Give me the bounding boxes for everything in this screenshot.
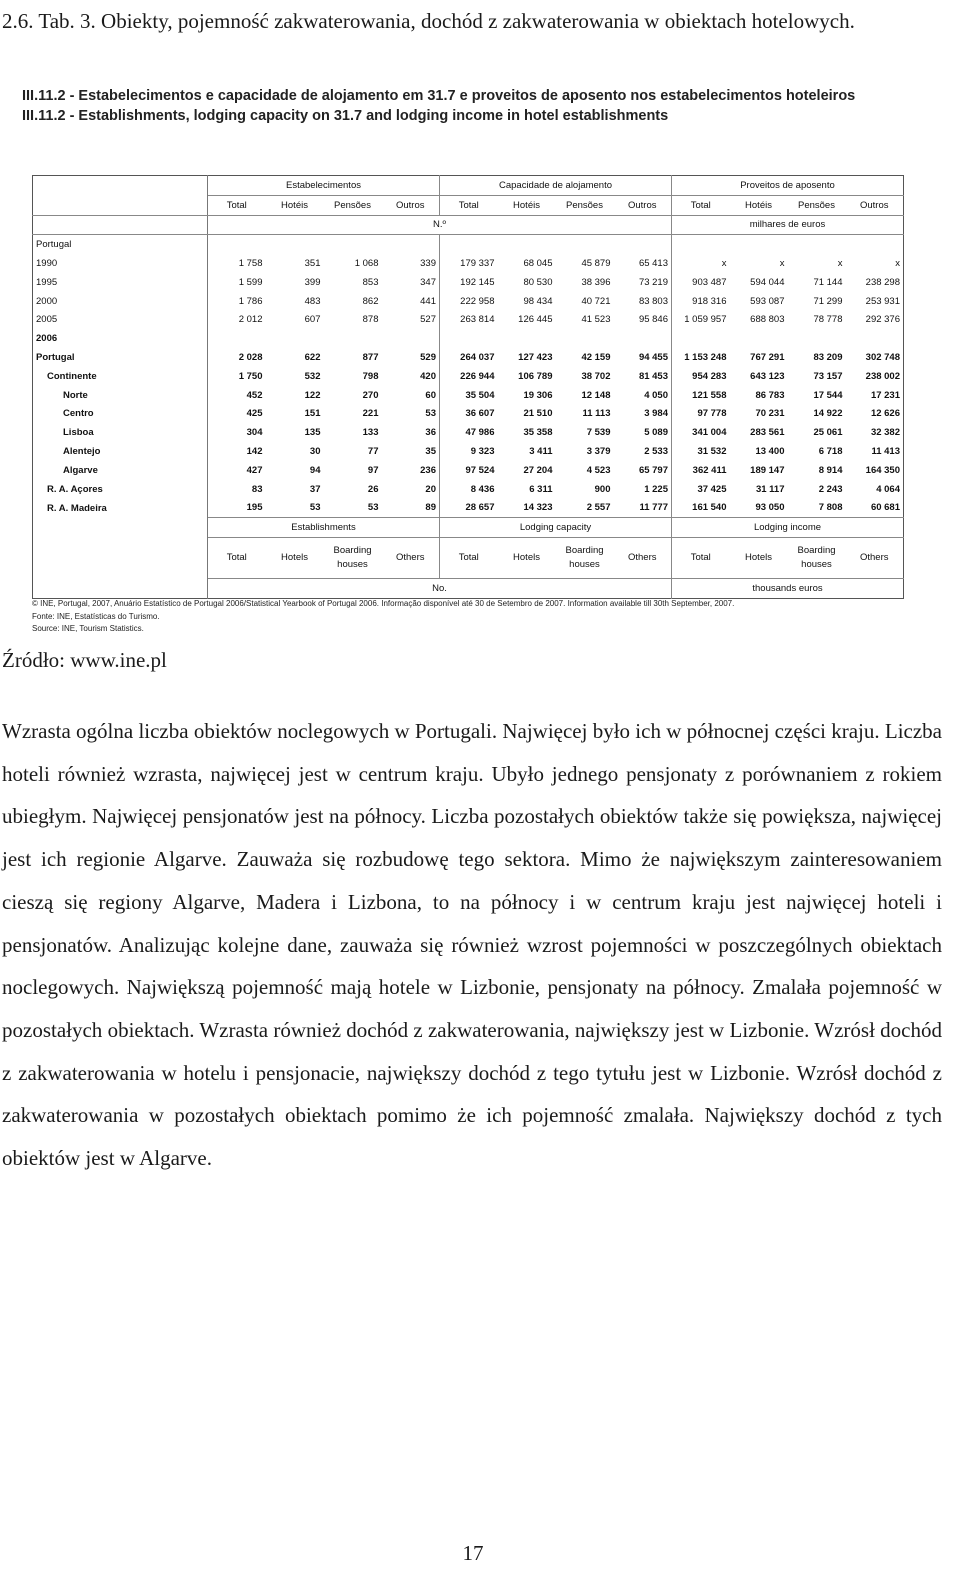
row-label: Norte	[33, 386, 208, 405]
row-label: Centro	[33, 405, 208, 424]
table-cell	[846, 235, 904, 254]
table-cell: 192 145	[440, 273, 498, 292]
unit-count: N.º	[208, 215, 672, 235]
table-cell: 3 984	[644, 408, 668, 420]
table-cell: 106 789	[518, 370, 553, 382]
table-cell: 238 002	[865, 370, 900, 382]
statistics-table	[32, 175, 904, 599]
table-cell: 83	[208, 480, 266, 499]
table-cell: 594 044	[750, 276, 785, 288]
table-cell: 14 922	[813, 408, 843, 420]
table-cell: 36 607	[440, 405, 498, 424]
table-cell: 68 045	[523, 258, 553, 270]
row-label: 2000	[33, 292, 208, 311]
table-cell: 4 050	[644, 389, 668, 401]
table-cell: 1 153 248	[672, 348, 730, 367]
table-row	[33, 311, 904, 330]
table-cell: 767 291	[750, 352, 785, 364]
row-label: Lisboa	[33, 423, 208, 442]
table-cell: 304	[208, 423, 266, 442]
table-cell: 89	[425, 502, 436, 514]
table-cell: 35	[425, 446, 436, 458]
table-cell: 35 504	[440, 386, 498, 405]
table-cell	[730, 329, 788, 348]
row-label: R. A. Açores	[33, 480, 208, 499]
table-cell: 12 626	[870, 408, 900, 420]
table-cell	[672, 329, 730, 348]
table-cell: 11 777	[639, 502, 668, 514]
table-cell: 60	[425, 389, 436, 401]
unit-money: milhares de euros	[672, 215, 904, 235]
table-cell: 8 914	[818, 464, 843, 476]
footer-subcol: Boarding houses	[324, 538, 382, 579]
table-cell	[614, 329, 672, 348]
header-group-row	[33, 176, 904, 196]
table-cell: 1 068	[354, 258, 379, 270]
table-caption: 2.6. Tab. 3. Obiekty, pojemność zakwaterowania, dochód z zakwaterowania w obiektach hotelowych.	[2, 9, 855, 33]
table-cell	[730, 235, 788, 254]
footnote-copyright: © INE, Portugal, 2007, Anuário Estatístico de Portugal 2006/Statistical Yearbook of Portugal 2006. Informação disponível até 30 de Setembro de 2007. Information available till 30th September, 2007.	[32, 599, 735, 608]
table-cell: 1 786	[208, 292, 266, 311]
table-cell: 122	[304, 389, 321, 401]
header-blank	[33, 195, 208, 215]
table-cell: 28 657	[440, 499, 498, 518]
footer-group: Establishments	[208, 518, 440, 538]
table-cell: 93 050	[755, 502, 785, 514]
table-cell: 17 231	[870, 389, 900, 401]
table-cell: 1 225	[644, 483, 668, 495]
table-cell: 532	[304, 370, 321, 382]
table-cell: 81 453	[638, 370, 668, 382]
table-cell: 351	[304, 258, 321, 270]
table-cell: 73 219	[638, 276, 668, 288]
table-row	[33, 423, 904, 442]
table-cell: 21 510	[523, 408, 553, 420]
header-subcol: Pensões	[788, 195, 846, 215]
footer-sub-row	[33, 538, 904, 579]
table-cell: 900	[594, 483, 611, 495]
footer-subcol: Boarding houses	[556, 538, 614, 579]
row-label: Continente	[33, 367, 208, 386]
table-cell: 127 423	[518, 352, 553, 364]
header-blank	[33, 215, 208, 235]
table-cell: 27 204	[523, 464, 553, 476]
table-cell: 121 558	[672, 386, 730, 405]
table-cell: 918 316	[672, 292, 730, 311]
table-cell	[208, 329, 266, 348]
table-cell: 98 434	[523, 295, 553, 307]
row-label: 1990	[33, 254, 208, 273]
table-cell: 45 879	[581, 258, 611, 270]
header-subcol: Outros	[846, 195, 904, 215]
table-cell: 71 299	[813, 295, 843, 307]
table-cell: 954 283	[672, 367, 730, 386]
footer-subcol: Boarding houses	[788, 538, 846, 579]
table-cell	[208, 235, 266, 254]
row-label: Algarve	[33, 461, 208, 480]
header-unit-row	[33, 215, 904, 235]
table-cell: 78 778	[813, 314, 843, 326]
table-cell: 37 425	[672, 480, 730, 499]
header-blank	[33, 579, 208, 599]
footer-group-row	[33, 518, 904, 538]
table-cell: 35 358	[523, 427, 553, 439]
table-cell: 878	[362, 314, 379, 326]
table-cell	[556, 329, 614, 348]
table-cell: 2 028	[208, 348, 266, 367]
table-cell: 253 931	[865, 295, 900, 307]
table-cell: 8 436	[440, 480, 498, 499]
footer-subcol: Total	[440, 538, 498, 579]
table-row	[33, 329, 904, 348]
table-row	[33, 235, 904, 254]
table-cell: 1 059 957	[672, 311, 730, 330]
header-subcol: Hotéis	[730, 195, 788, 215]
table-cell: 97	[367, 464, 379, 476]
header-sub-row	[33, 195, 904, 215]
footer-subcol: Others	[614, 538, 672, 579]
table-cell: 11 113	[582, 408, 611, 420]
table-cell: 164 350	[865, 464, 900, 476]
table-cell: 607	[304, 314, 321, 326]
row-label: 2005	[33, 311, 208, 330]
table-cell: 53	[309, 502, 321, 514]
table-cell: 179 337	[440, 254, 498, 273]
table-row	[33, 254, 904, 273]
footer-subcol: Hotels	[266, 538, 324, 579]
table-cell	[672, 235, 730, 254]
statistics-table-figure	[22, 86, 922, 646]
table-cell: 37	[309, 483, 321, 495]
table-cell: 26	[367, 483, 379, 495]
unit-money-en: thousands euros	[672, 579, 904, 599]
table-row	[33, 292, 904, 311]
footnote-source-en: Source: INE, Tourism Statistics.	[32, 624, 144, 633]
table-cell: 12 148	[581, 389, 611, 401]
table-cell: 42 159	[581, 352, 611, 364]
table-row	[33, 405, 904, 424]
table-cell: 47 986	[440, 423, 498, 442]
table-cell: 347	[420, 276, 436, 288]
table-cell: 483	[304, 295, 321, 307]
header-subcol: Outros	[382, 195, 440, 215]
table-cell	[440, 329, 498, 348]
body-paragraph: Wzrasta ogólna liczba obiektów noclegowych w Portugali. Najwięcej było ich w północnej części kraju. Liczba hoteli również wzrasta, najwięcej jest w centrum kraju. Ubyło jednego pensjonaty z porównaniem z rokiem ubiegłym. Najwięcej pensjonatów jest na północy. Liczba pozostałych obiektów także się powiększa, najwięcej jest ich regionie Algarve. Zauważa się rozbudowę tego sektora. Mimo że największym zainteresowaniem cieszą się regiony Algarve, Madera i Lizbona, to na północy i w centrum kraju jest najwięcej hoteli i pensjonatów. Analizując kolejne dane, zauważa się również wzrost pojemności w poszczególnych obiektach noclegowych. Największą pojemność mają hotele w Lizbonie, pensjonaty na północy. Zmalała pojemność w pozostałych obiektach. Wzrasta również dochód z zakwaterowania, największy jest w Lizbonie. Wzrósł dochód z zakwaterowania w hotelu i pensjonacie, największy dochód z tego tytułu jest w Lizbonie. Wzrósł dochód z zakwaterowania w pozostałych obiektach pomimo że ich pojemność zmalała. Największy dochód z tych obiektów jest w Algarve.	[2, 719, 942, 1171]
table-cell: 73 157	[813, 370, 843, 382]
table-cell: 77	[367, 446, 379, 458]
table-cell	[382, 329, 440, 348]
table-cell: 20	[425, 483, 436, 495]
table-cell: 14 323	[523, 502, 553, 514]
table-row	[33, 386, 904, 405]
table-cell	[498, 329, 556, 348]
figure-title-pt: III.11.2 - Estabelecimentos e capacidade de alojamento em 31.7 e proveitos de aposento nos estabelecimentos hoteleiros	[22, 88, 856, 104]
table-cell: 362 411	[672, 461, 730, 480]
table-cell: 6 718	[818, 446, 843, 458]
footer-subcol: Others	[382, 538, 440, 579]
table-cell: 17 544	[813, 389, 843, 401]
header-group: Proveitos de aposento	[672, 176, 904, 196]
header-subcol: Hotéis	[266, 195, 324, 215]
table-cell: 302 748	[865, 352, 900, 364]
table-cell: 94	[309, 464, 321, 476]
table-cell: 238 298	[865, 276, 900, 288]
row-label: 1995	[33, 273, 208, 292]
table-cell: x	[779, 258, 785, 270]
table-cell: 31 532	[672, 442, 730, 461]
unit-count-en: No.	[208, 579, 672, 599]
table-row	[33, 367, 904, 386]
header-subcol: Outros	[614, 195, 672, 215]
table-cell: 222 958	[440, 292, 498, 311]
table-cell: 53	[425, 408, 436, 420]
source-line: Źródło: www.ine.pl	[2, 648, 167, 672]
table-cell: 11 413	[871, 446, 900, 458]
table-cell: 97 778	[672, 405, 730, 424]
table-cell: 41 523	[581, 314, 611, 326]
table-cell: 38 702	[581, 370, 611, 382]
table-cell: 161 540	[672, 499, 730, 518]
table-cell: 40 721	[581, 295, 611, 307]
footer-subcol: Total	[672, 538, 730, 579]
table-row	[33, 461, 904, 480]
table-cell: 688 803	[750, 314, 785, 326]
table-row	[33, 499, 904, 518]
table-cell: 3 379	[586, 446, 611, 458]
table-cell: 32 382	[870, 427, 900, 439]
table-cell: 6 311	[529, 483, 553, 495]
table-cell: 142	[208, 442, 266, 461]
figure-title-en: III.11.2 - Establishments, lodging capacity on 31.7 and lodging income in hotel establishments	[22, 108, 669, 124]
table-cell: 30	[309, 446, 321, 458]
table-cell: 2 243	[818, 483, 843, 495]
table-cell: 2 012	[208, 311, 266, 330]
table-cell: 25 061	[813, 427, 843, 439]
table-cell: 97 524	[440, 461, 498, 480]
table-cell: 643 123	[750, 370, 785, 382]
table-cell: 529	[420, 352, 436, 364]
table-cell: 13 400	[755, 446, 785, 458]
page-number: 17	[462, 1541, 484, 1565]
row-label: R. A. Madeira	[33, 499, 208, 518]
table-cell: 798	[362, 370, 379, 382]
footer-subcol: Total	[208, 538, 266, 579]
header-blank	[33, 176, 208, 196]
table-cell: 53	[367, 502, 379, 514]
row-label: 2006	[33, 329, 208, 348]
table-cell: 133	[362, 427, 379, 439]
table-cell: 4 064	[876, 483, 900, 495]
header-group: Estabelecimentos	[208, 176, 440, 196]
table-cell: 9 323	[440, 442, 498, 461]
table-cell: 94 455	[638, 352, 668, 364]
table-cell: 341 004	[672, 423, 730, 442]
table-row	[33, 480, 904, 499]
table-cell: 2 557	[586, 502, 611, 514]
table-cell: 65 413	[638, 258, 668, 270]
table-cell: 195	[208, 499, 266, 518]
table-cell: 622	[304, 352, 321, 364]
table-cell: 80 530	[523, 276, 553, 288]
table-cell	[498, 235, 556, 254]
footer-subcol: Others	[846, 538, 904, 579]
table-cell: 452	[208, 386, 266, 405]
table-cell: x	[895, 258, 900, 270]
footer-subcol: Hotels	[498, 538, 556, 579]
table-cell: 7 808	[818, 502, 843, 514]
table-cell: 4 523	[586, 464, 611, 476]
table-cell: 95 846	[638, 314, 668, 326]
table-cell: 399	[304, 276, 321, 288]
table-cell: 862	[362, 295, 379, 307]
table-cell: 3 411	[529, 446, 553, 458]
table-cell: 83 803	[638, 295, 668, 307]
header-subcol: Total	[208, 195, 266, 215]
table-cell: 1 750	[208, 367, 266, 386]
table-cell	[324, 235, 382, 254]
table-cell: 853	[362, 276, 379, 288]
table-row	[33, 348, 904, 367]
row-label: Portugal	[33, 235, 208, 254]
table-cell: 2 533	[644, 446, 668, 458]
table-cell: 903 487	[672, 273, 730, 292]
header-group: Capacidade de alojamento	[440, 176, 672, 196]
table-cell: 86 783	[755, 389, 785, 401]
table-cell: 36	[425, 427, 436, 439]
table-cell: 270	[362, 389, 379, 401]
table-cell: 151	[304, 408, 321, 420]
table-cell: x	[837, 258, 843, 270]
table-cell: 593 087	[750, 295, 785, 307]
table-cell: 19 306	[523, 389, 553, 401]
table-cell	[324, 329, 382, 348]
header-blank	[33, 538, 208, 579]
table-cell	[556, 235, 614, 254]
table-cell	[440, 235, 498, 254]
table-cell: 236	[420, 464, 436, 476]
header-subcol: Total	[440, 195, 498, 215]
table-cell: 441	[420, 295, 436, 307]
table-cell: 292 376	[865, 314, 900, 326]
table-cell: 31 117	[755, 483, 785, 495]
footer-unit-row	[33, 579, 904, 599]
table-cell: 420	[420, 370, 436, 382]
table-row	[33, 442, 904, 461]
table-cell: 135	[304, 427, 321, 439]
table-cell: 126 445	[518, 314, 553, 326]
table-cell	[266, 235, 324, 254]
row-label: Portugal	[33, 348, 208, 367]
table-cell	[266, 329, 324, 348]
table-cell: 70 231	[755, 408, 785, 420]
header-subcol: Hotéis	[498, 195, 556, 215]
table-cell	[846, 329, 904, 348]
header-subcol: Pensões	[324, 195, 382, 215]
table-cell	[382, 235, 440, 254]
table-cell	[788, 329, 846, 348]
table-cell: 189 147	[750, 464, 785, 476]
table-cell: 263 814	[440, 311, 498, 330]
table-cell: 877	[362, 352, 379, 364]
table-cell: 1 758	[208, 254, 266, 273]
table-cell	[788, 235, 846, 254]
table-cell: 264 037	[440, 348, 498, 367]
footer-subcol: Hotels	[730, 538, 788, 579]
table-cell: 527	[420, 314, 436, 326]
table-cell: 1 599	[208, 273, 266, 292]
table-cell: 226 944	[440, 367, 498, 386]
row-label: Alentejo	[33, 442, 208, 461]
header-subcol: Pensões	[556, 195, 614, 215]
table-cell: 339	[420, 258, 436, 270]
footnote-source-pt: Fonte: INE, Estatísticas do Turismo.	[32, 611, 160, 621]
header-blank	[33, 518, 208, 538]
table-cell: 221	[362, 408, 379, 420]
table-cell: 427	[208, 461, 266, 480]
table-cell	[614, 235, 672, 254]
footer-group: Lodging income	[672, 518, 904, 538]
table-cell: 425	[208, 405, 266, 424]
table-cell: x	[672, 254, 730, 273]
table-cell: 5 089	[644, 427, 668, 439]
footer-group: Lodging capacity	[440, 518, 672, 538]
table-cell: 7 539	[586, 427, 611, 439]
table-cell: 283 561	[750, 427, 785, 439]
header-subcol: Total	[672, 195, 730, 215]
table-cell: 60 681	[870, 502, 900, 514]
table-cell: 71 144	[813, 276, 843, 288]
table-row	[33, 273, 904, 292]
table-cell: 65 797	[638, 464, 668, 476]
table-cell: 83 209	[813, 352, 843, 364]
table-footnotes	[32, 598, 734, 636]
table-cell: 38 396	[581, 276, 611, 288]
